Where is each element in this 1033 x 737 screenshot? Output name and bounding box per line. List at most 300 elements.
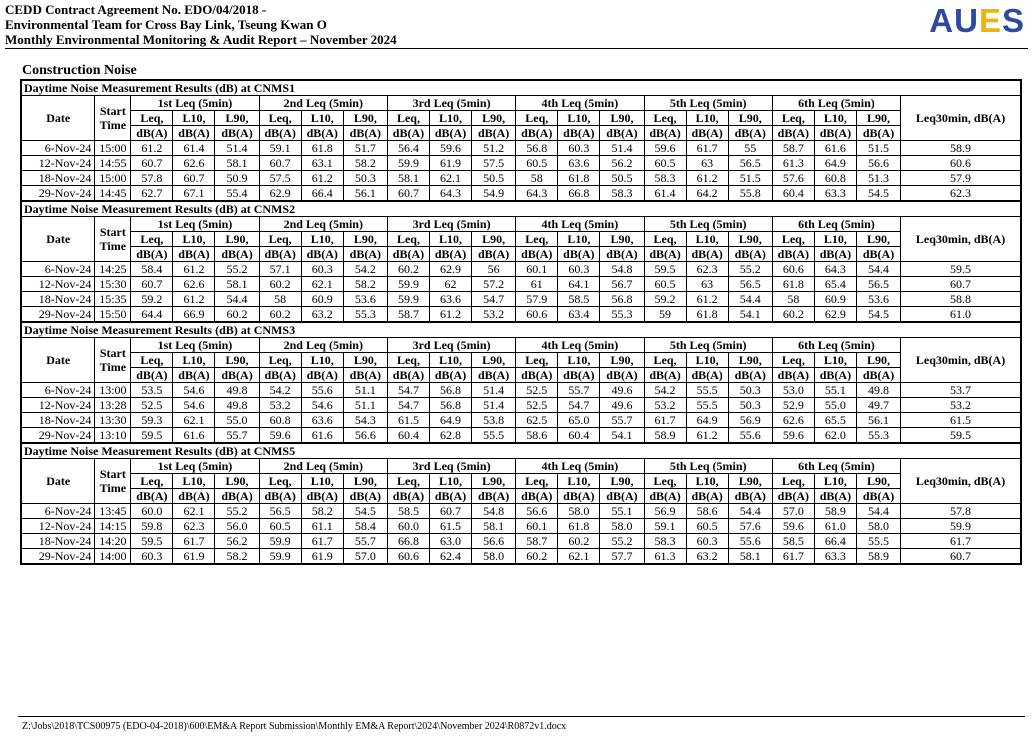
unit-header: dB(A) [558, 368, 600, 383]
date-header: Date [21, 338, 95, 383]
value-cell: 51.1 [343, 398, 387, 413]
value-cell: 59.3 [131, 413, 173, 428]
leq30-cell: 59.5 [901, 262, 1021, 277]
leq30-header: Leq30min, dB(A) [901, 96, 1021, 141]
value-cell: 57.6 [728, 519, 772, 534]
unit-header: dB(A) [558, 247, 600, 262]
value-cell: 61.2 [173, 262, 215, 277]
section-title: Construction Noise [22, 63, 137, 78]
value-cell: 59.6 [772, 428, 814, 444]
metric-header-l10: L10, [558, 111, 600, 126]
unit-header: dB(A) [644, 247, 686, 262]
metric-header-leq: Leq, [644, 111, 686, 126]
metric-header-leq: Leq, [131, 353, 173, 368]
value-cell: 66.8 [387, 534, 429, 549]
unit-header: dB(A) [814, 247, 856, 262]
value-cell: 54.4 [728, 292, 772, 307]
unit-header: dB(A) [558, 126, 600, 141]
metric-header-l10: L10, [173, 474, 215, 489]
measurement-row [21, 428, 1021, 444]
metric-header-leq: Leq, [516, 232, 558, 247]
value-cell: 64.2 [686, 186, 728, 202]
unit-header: dB(A) [343, 126, 387, 141]
unit-header: dB(A) [728, 489, 772, 504]
value-cell: 52.5 [516, 383, 558, 398]
value-cell: 55.2 [215, 262, 259, 277]
start-time-cell: 15:30 [95, 277, 131, 292]
value-cell: 57.5 [259, 171, 301, 186]
value-cell: 53.2 [472, 307, 516, 323]
unit-header: dB(A) [516, 126, 558, 141]
measurement-row [21, 534, 1021, 549]
leq30-cell: 61.0 [901, 307, 1021, 323]
metric-header-leq: Leq, [772, 232, 814, 247]
value-cell: 58.4 [343, 519, 387, 534]
value-cell: 54.5 [856, 307, 900, 323]
value-cell: 63.2 [686, 549, 728, 565]
start-time-cell: 13:45 [95, 504, 131, 519]
value-cell: 62.5 [516, 413, 558, 428]
value-cell: 61.7 [173, 534, 215, 549]
unit-header: dB(A) [301, 247, 343, 262]
value-cell: 53.8 [472, 413, 516, 428]
leq30-cell: 61.7 [901, 534, 1021, 549]
period-header: 2nd Leq (5min) [259, 96, 387, 111]
leq30-header: Leq30min, dB(A) [901, 338, 1021, 383]
value-cell: 55.6 [301, 383, 343, 398]
value-cell: 61.5 [387, 413, 429, 428]
date-cell: 6-Nov-24 [21, 262, 95, 277]
value-cell: 51.4 [215, 141, 259, 156]
date-cell: 29-Nov-24 [21, 549, 95, 565]
value-cell: 58.2 [215, 549, 259, 565]
metric-header-leq: Leq, [516, 111, 558, 126]
metric-header-l10: L10, [430, 232, 472, 247]
unit-header: dB(A) [301, 126, 343, 141]
period-header: 6th Leq (5min) [772, 96, 900, 111]
value-cell: 58 [259, 292, 301, 307]
value-cell: 49.8 [856, 383, 900, 398]
date-cell: 29-Nov-24 [21, 307, 95, 323]
start-time-header [95, 217, 131, 262]
value-cell: 61.2 [301, 171, 343, 186]
value-cell: 61.8 [558, 171, 600, 186]
value-cell: 66.9 [173, 307, 215, 323]
value-cell: 55.3 [856, 428, 900, 444]
value-cell: 57.8 [131, 171, 173, 186]
period-header: 5th Leq (5min) [644, 217, 772, 232]
value-cell: 60.2 [516, 549, 558, 565]
value-cell: 54.6 [173, 398, 215, 413]
value-cell: 61.6 [301, 428, 343, 444]
start-label: Start [99, 467, 126, 481]
unit-header: dB(A) [814, 368, 856, 383]
metric-header-l10: L10, [686, 474, 728, 489]
value-cell: 58 [516, 171, 558, 186]
start-label: Start [99, 225, 126, 239]
value-cell: 51.4 [600, 141, 644, 156]
unit-header: dB(A) [772, 126, 814, 141]
unit-header: dB(A) [215, 247, 259, 262]
value-cell: 55.3 [343, 307, 387, 323]
value-cell: 62.1 [558, 549, 600, 565]
unit-header: dB(A) [430, 247, 472, 262]
header-row-metrics [21, 111, 1021, 126]
value-cell: 62 [430, 277, 472, 292]
value-cell: 59.6 [259, 428, 301, 444]
value-cell: 60.3 [558, 262, 600, 277]
measurement-row [21, 262, 1021, 277]
value-cell: 60.5 [644, 277, 686, 292]
footer-file-path: Z:\Jobs\2018\TCS00975 (EDO-04-2018)\600\EM&A Report Submission\Monthly EM&A Report\2024\November 2024\R0872v1.docx [22, 721, 567, 732]
date-cell: 29-Nov-24 [21, 186, 95, 202]
date-header: Date [21, 459, 95, 504]
value-cell: 64.3 [516, 186, 558, 202]
value-cell: 62.7 [131, 186, 173, 202]
value-cell: 55.6 [728, 428, 772, 444]
period-header: 3rd Leq (5min) [387, 217, 515, 232]
value-cell: 60.5 [516, 156, 558, 171]
unit-header: dB(A) [301, 489, 343, 504]
metric-header-l10: L10, [814, 474, 856, 489]
period-header: 4th Leq (5min) [516, 338, 644, 353]
station-title: Daytime Noise Measurement Results (dB) at CNMS1 [21, 80, 1021, 96]
value-cell: 62.4 [430, 549, 472, 565]
metric-header-l90: L90, [343, 474, 387, 489]
value-cell: 58.5 [772, 534, 814, 549]
value-cell: 50.3 [343, 171, 387, 186]
value-cell: 56.1 [856, 413, 900, 428]
station-title-row [21, 443, 1021, 459]
value-cell: 63.1 [301, 156, 343, 171]
measurement-row [21, 413, 1021, 428]
unit-header: dB(A) [856, 489, 900, 504]
value-cell: 59.6 [772, 519, 814, 534]
value-cell: 54.7 [558, 398, 600, 413]
value-cell: 61.8 [558, 519, 600, 534]
value-cell: 64.9 [430, 413, 472, 428]
value-cell: 61.5 [430, 519, 472, 534]
value-cell: 59.5 [131, 534, 173, 549]
unit-header: dB(A) [728, 368, 772, 383]
header-row-metrics [21, 474, 1021, 489]
value-cell: 54.9 [472, 186, 516, 202]
value-cell: 51.3 [856, 171, 900, 186]
unit-header: dB(A) [772, 489, 814, 504]
value-cell: 57.0 [343, 549, 387, 565]
value-cell: 57.2 [472, 277, 516, 292]
period-header: 5th Leq (5min) [644, 338, 772, 353]
metric-header-l10: L10, [430, 111, 472, 126]
value-cell: 60.7 [387, 186, 429, 202]
value-cell: 58.3 [600, 186, 644, 202]
metric-header-l90: L90, [215, 353, 259, 368]
unit-header: dB(A) [814, 489, 856, 504]
value-cell: 60.2 [558, 534, 600, 549]
value-cell: 58.0 [472, 549, 516, 565]
leq30-cell: 57.8 [901, 504, 1021, 519]
leq30-cell: 58.8 [901, 292, 1021, 307]
value-cell: 60.7 [430, 504, 472, 519]
metric-header-l10: L10, [430, 353, 472, 368]
date-cell: 12-Nov-24 [21, 277, 95, 292]
value-cell: 64.4 [131, 307, 173, 323]
value-cell: 56.6 [516, 504, 558, 519]
period-header: 6th Leq (5min) [772, 459, 900, 474]
start-time-cell: 14:45 [95, 186, 131, 202]
value-cell: 56.4 [387, 141, 429, 156]
value-cell: 60.9 [301, 292, 343, 307]
header-row-periods [21, 338, 1021, 353]
metric-header-l90: L90, [215, 474, 259, 489]
metric-header-l90: L90, [343, 353, 387, 368]
value-cell: 55 [728, 141, 772, 156]
value-cell: 56.8 [516, 141, 558, 156]
metric-header-l10: L10, [301, 232, 343, 247]
value-cell: 57.1 [259, 262, 301, 277]
value-cell: 61.6 [173, 428, 215, 444]
metric-header-leq: Leq, [387, 353, 429, 368]
leq30-cell: 59.9 [901, 519, 1021, 534]
value-cell: 63 [686, 277, 728, 292]
metric-header-leq: Leq, [259, 232, 301, 247]
value-cell: 57.9 [516, 292, 558, 307]
value-cell: 60.5 [686, 519, 728, 534]
value-cell: 61.7 [301, 534, 343, 549]
metric-header-leq: Leq, [259, 474, 301, 489]
period-header: 2nd Leq (5min) [259, 338, 387, 353]
unit-header: dB(A) [131, 489, 173, 504]
value-cell: 50.3 [728, 398, 772, 413]
metric-header-l10: L10, [173, 353, 215, 368]
value-cell: 60.5 [259, 519, 301, 534]
value-cell: 60.1 [516, 519, 558, 534]
value-cell: 60.7 [173, 171, 215, 186]
value-cell: 54.7 [387, 398, 429, 413]
station-title-row [21, 80, 1021, 96]
start-time-header [95, 338, 131, 383]
value-cell: 58.2 [301, 504, 343, 519]
metric-header-l90: L90, [215, 232, 259, 247]
period-header: 5th Leq (5min) [644, 96, 772, 111]
station-title: Daytime Noise Measurement Results (dB) at CNMS5 [21, 443, 1021, 459]
value-cell: 57.0 [772, 504, 814, 519]
value-cell: 60.2 [215, 307, 259, 323]
value-cell: 56.6 [856, 156, 900, 171]
unit-header: dB(A) [387, 368, 429, 383]
value-cell: 54.1 [600, 428, 644, 444]
header-row-units [21, 489, 1021, 504]
metric-header-leq: Leq, [131, 111, 173, 126]
value-cell: 64.3 [430, 186, 472, 202]
value-cell: 59.2 [644, 292, 686, 307]
date-cell: 12-Nov-24 [21, 519, 95, 534]
value-cell: 49.6 [600, 383, 644, 398]
leq30-cell: 53.2 [901, 398, 1021, 413]
unit-header: dB(A) [131, 247, 173, 262]
start-time-cell: 14:25 [95, 262, 131, 277]
date-header: Date [21, 217, 95, 262]
value-cell: 56.2 [600, 156, 644, 171]
value-cell: 62.3 [686, 262, 728, 277]
value-cell: 65.5 [814, 413, 856, 428]
value-cell: 61.2 [686, 171, 728, 186]
measurement-row [21, 186, 1021, 202]
period-header: 2nd Leq (5min) [259, 459, 387, 474]
metric-header-l10: L10, [686, 353, 728, 368]
metric-header-l90: L90, [728, 353, 772, 368]
metric-header-l10: L10, [686, 232, 728, 247]
value-cell: 54.4 [728, 504, 772, 519]
value-cell: 54.4 [215, 292, 259, 307]
header-row-periods [21, 96, 1021, 111]
value-cell: 63.2 [301, 307, 343, 323]
value-cell: 61.7 [644, 413, 686, 428]
leq30-cell: 61.5 [901, 413, 1021, 428]
metric-header-l90: L90, [728, 111, 772, 126]
metric-header-leq: Leq, [259, 353, 301, 368]
date-cell: 29-Nov-24 [21, 428, 95, 444]
value-cell: 58.1 [387, 171, 429, 186]
unit-header: dB(A) [686, 368, 728, 383]
metric-header-l90: L90, [600, 353, 644, 368]
unit-header: dB(A) [772, 247, 814, 262]
value-cell: 59.1 [259, 141, 301, 156]
value-cell: 58.2 [343, 156, 387, 171]
unit-header: dB(A) [814, 126, 856, 141]
header-row-periods [21, 217, 1021, 232]
value-cell: 63.6 [558, 156, 600, 171]
unit-header: dB(A) [600, 368, 644, 383]
value-cell: 52.9 [772, 398, 814, 413]
value-cell: 60.7 [131, 277, 173, 292]
value-cell: 63.4 [558, 307, 600, 323]
unit-header: dB(A) [728, 247, 772, 262]
value-cell: 52.5 [131, 398, 173, 413]
value-cell: 56.5 [728, 277, 772, 292]
unit-header: dB(A) [644, 126, 686, 141]
unit-header: dB(A) [131, 368, 173, 383]
value-cell: 50.5 [472, 171, 516, 186]
value-cell: 55.2 [215, 504, 259, 519]
measurement-row [21, 549, 1021, 565]
value-cell: 62.6 [772, 413, 814, 428]
metric-header-leq: Leq, [131, 474, 173, 489]
value-cell: 63.3 [814, 186, 856, 202]
station-title-row [21, 201, 1021, 217]
value-cell: 61.7 [686, 141, 728, 156]
value-cell: 56.0 [215, 519, 259, 534]
value-cell: 62.3 [173, 519, 215, 534]
header-row-metrics [21, 232, 1021, 247]
metric-header-l10: L10, [814, 111, 856, 126]
metric-header-l10: L10, [686, 111, 728, 126]
metric-header-leq: Leq, [516, 353, 558, 368]
value-cell: 56.9 [728, 413, 772, 428]
value-cell: 61.2 [173, 292, 215, 307]
value-cell: 55.8 [728, 186, 772, 202]
period-header: 2nd Leq (5min) [259, 217, 387, 232]
measurement-row [21, 398, 1021, 413]
value-cell: 61 [516, 277, 558, 292]
value-cell: 55.1 [814, 383, 856, 398]
unit-header: dB(A) [558, 489, 600, 504]
value-cell: 62.1 [301, 277, 343, 292]
measurement-row [21, 307, 1021, 323]
value-cell: 59.9 [387, 292, 429, 307]
metric-header-l90: L90, [472, 232, 516, 247]
value-cell: 63.6 [301, 413, 343, 428]
value-cell: 60.0 [387, 519, 429, 534]
value-cell: 57.5 [472, 156, 516, 171]
unit-header: dB(A) [686, 247, 728, 262]
unit-header: dB(A) [430, 126, 472, 141]
value-cell: 58.9 [856, 549, 900, 565]
period-header: 3rd Leq (5min) [387, 338, 515, 353]
leq30-header: Leq30min, dB(A) [901, 459, 1021, 504]
value-cell: 62.1 [173, 504, 215, 519]
value-cell: 60.7 [259, 156, 301, 171]
value-cell: 52.5 [516, 398, 558, 413]
time-label: Time [99, 360, 127, 374]
period-header: 3rd Leq (5min) [387, 459, 515, 474]
value-cell: 58.9 [644, 428, 686, 444]
metric-header-leq: Leq, [387, 111, 429, 126]
unit-header: dB(A) [472, 247, 516, 262]
period-header: 3rd Leq (5min) [387, 96, 515, 111]
report-header [5, 2, 397, 47]
value-cell: 51.4 [472, 398, 516, 413]
date-cell: 12-Nov-24 [21, 398, 95, 413]
start-time-cell: 14:00 [95, 549, 131, 565]
start-time-cell: 14:20 [95, 534, 131, 549]
unit-header: dB(A) [387, 247, 429, 262]
unit-header: dB(A) [856, 247, 900, 262]
value-cell: 58.2 [343, 277, 387, 292]
unit-header: dB(A) [600, 126, 644, 141]
value-cell: 54.8 [472, 504, 516, 519]
value-cell: 56.5 [856, 277, 900, 292]
value-cell: 58.1 [215, 277, 259, 292]
station-title: Daytime Noise Measurement Results (dB) at CNMS2 [21, 201, 1021, 217]
value-cell: 59.9 [259, 534, 301, 549]
value-cell: 56.7 [600, 277, 644, 292]
header-row-periods [21, 459, 1021, 474]
value-cell: 51.7 [343, 141, 387, 156]
period-header: 5th Leq (5min) [644, 459, 772, 474]
time-label: Time [99, 239, 127, 253]
start-time-cell: 14:15 [95, 519, 131, 534]
unit-header: dB(A) [644, 489, 686, 504]
unit-header: dB(A) [516, 368, 558, 383]
start-label: Start [99, 346, 126, 360]
period-header: 1st Leq (5min) [131, 459, 259, 474]
value-cell: 58.3 [644, 534, 686, 549]
value-cell: 60.2 [259, 307, 301, 323]
value-cell: 56.9 [644, 504, 686, 519]
value-cell: 60.4 [558, 428, 600, 444]
value-cell: 61.2 [686, 428, 728, 444]
value-cell: 66.4 [301, 186, 343, 202]
unit-header: dB(A) [387, 489, 429, 504]
value-cell: 62.6 [173, 156, 215, 171]
value-cell: 62.9 [814, 307, 856, 323]
value-cell: 60.9 [814, 292, 856, 307]
metric-header-l10: L10, [301, 353, 343, 368]
value-cell: 66.4 [814, 534, 856, 549]
unit-header: dB(A) [173, 247, 215, 262]
unit-header: dB(A) [215, 126, 259, 141]
